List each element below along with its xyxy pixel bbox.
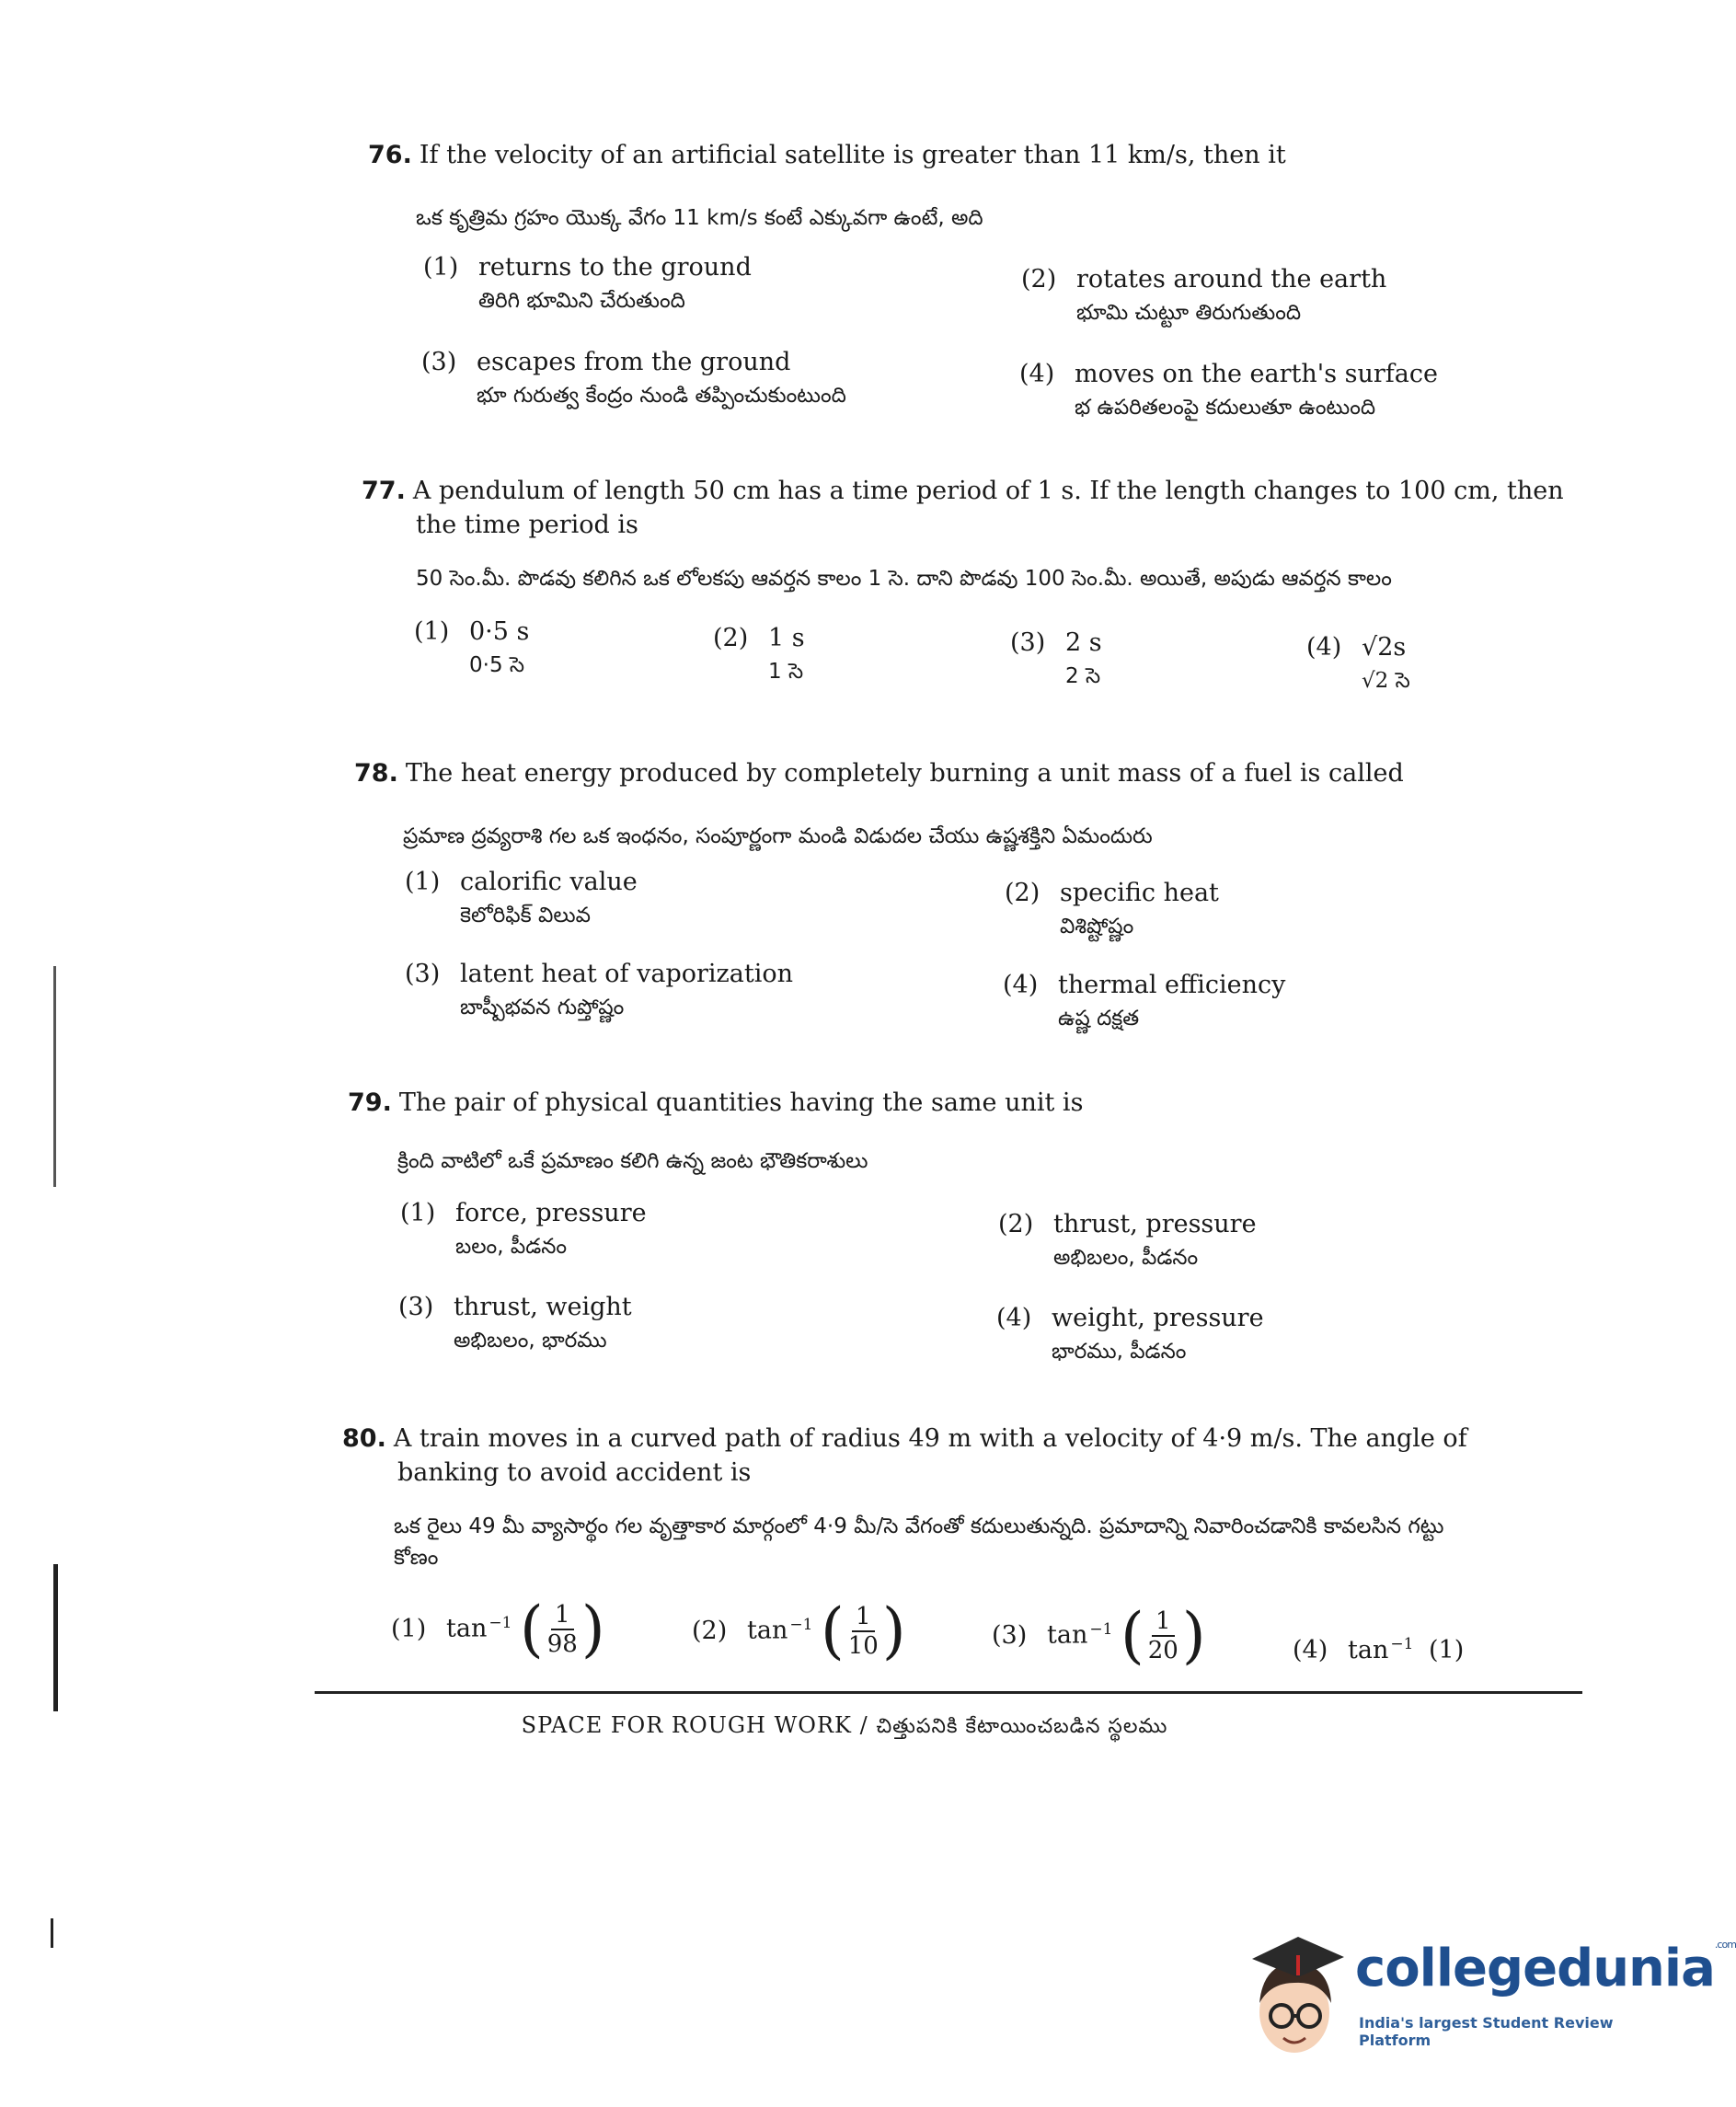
sqrt2-symbol: √2 bbox=[1362, 633, 1394, 662]
q78-option-2[interactable]: (2) specific heat విశిష్టోష్ణం bbox=[1005, 879, 1219, 938]
q80-stem bbox=[342, 1422, 1467, 1456]
q79-option-4[interactable]: (4) weight, pressure భారము, పీడనం bbox=[996, 1304, 1264, 1364]
q80-text-1: A train moves in a curved path of radius 49 m with a velocity of 4·9 m/s. The angle of bbox=[393, 1424, 1467, 1453]
q77-option-3[interactable]: (3) 2 s 2 సె bbox=[1010, 628, 1102, 688]
rough-work-label: SPACE FOR ROUGH WORK / చిత్తుపనికి కేటాయించబడిన స్థలము bbox=[521, 1712, 1168, 1738]
collegedunia-logo bbox=[1247, 1928, 1736, 2066]
q79-option-2[interactable]: (2) thrust, pressure అభిబలం, పీడనం bbox=[998, 1210, 1257, 1270]
q80-telugu-2: కోణం bbox=[394, 1546, 439, 1570]
q77-telugu: 50 సెం.మీ. పొడవు కలిగిన ఒక లోలకపు ఆవర్తన కాలం 1 సె. దాని పొడవు 100 సెం.మీ. అయితే, అపుడు ఆవర్తన కాలం bbox=[416, 567, 1392, 591]
q77-option-2[interactable]: (2) 1 s 1 సె bbox=[713, 624, 805, 684]
q80-option-3[interactable]: (3) tan $^{-1}$ ( 1 20 ) bbox=[992, 1600, 1206, 1671]
q78-telugu: ప్రమాణ ద్రవ్యరాశి గల ఒక ఇంధనం, సంపూర్ణంగా మండి విడుదల చేయు ఉష్ణశక్తిని ఏమందురు bbox=[403, 824, 1153, 848]
fraction: ( 1 20 ) bbox=[1121, 1600, 1206, 1671]
q77-stem bbox=[362, 474, 1564, 509]
scan-mark bbox=[53, 1564, 58, 1711]
q80-option-4[interactable]: (4) tan $^{-1}$ (1) bbox=[1293, 1635, 1465, 1664]
fraction: ( 1 98 ) bbox=[520, 1594, 605, 1664]
q80-telugu-1: ఒక రైలు 49 మీ వ్యాసార్థం గల వృత్తాకార మార్గంలో 4·9 మీ/సె వేగంతో కదులుతున్నది. ప్రమాదాన్ని నివారించడానికి కావలసిన గట్టు bbox=[394, 1514, 1444, 1538]
brand-tagline: India's largest Student Review Platform bbox=[1359, 2014, 1614, 2049]
q77-option-1[interactable]: (1) 0·5 s 0·5 సె bbox=[414, 617, 530, 677]
q78-stem bbox=[354, 756, 1404, 791]
q76-number: 76. bbox=[368, 141, 412, 169]
q79-option-3[interactable]: (3) thrust, weight అభిబలం, భారము bbox=[398, 1293, 632, 1353]
q76-option-4[interactable]: (4) moves on the earth's surface భ ఉపరితలంపై కదులుతూ ఉంటుంది bbox=[1019, 360, 1438, 420]
q76-option-3[interactable]: (3) escapes from the ground భూ గురుత్వ కేంద్రం నుండి తప్పించుకుంటుంది bbox=[421, 348, 846, 408]
brand-name: collegedunia$^{.com}$ bbox=[1355, 1939, 1736, 1998]
divider-rule bbox=[315, 1691, 1582, 1694]
q80-text-2: banking to avoid accident is bbox=[397, 1458, 752, 1487]
q79-number: 79. bbox=[348, 1088, 392, 1117]
q77-option-4[interactable]: (4) √2s √2 సె bbox=[1306, 633, 1410, 693]
q80-option-1[interactable]: (1) tan $^{-1}$ ( 1 98 ) bbox=[391, 1594, 605, 1664]
q76-option-2[interactable]: (2) rotates around the earth భూమి చుట్టూ తిరుగుతుంది bbox=[1021, 265, 1387, 325]
q78-option-3[interactable]: (3) latent heat of vaporization బాష్పీభవన గుప్తోష్ణం bbox=[405, 960, 793, 1019]
q78-text: The heat energy produced by completely burning a unit mass of a fuel is called bbox=[405, 759, 1404, 788]
q80-number: 80. bbox=[342, 1424, 386, 1453]
scan-mark bbox=[51, 1918, 53, 1948]
q78-number: 78. bbox=[354, 759, 398, 788]
q79-option-1[interactable]: (1) force, pressure బలం, పీడనం bbox=[400, 1199, 647, 1259]
q79-stem bbox=[348, 1086, 1083, 1121]
q77-number: 77. bbox=[362, 477, 406, 505]
q77-text-1: A pendulum of length 50 cm has a time period of 1 s. If the length changes to 100 cm, then bbox=[412, 477, 1564, 505]
q79-telugu: క్రింది వాటిలో ఒకే ప్రమాణం కలిగి ఉన్న జంట భౌతికరాశులు bbox=[397, 1149, 868, 1173]
q78-option-1[interactable]: (1) calorific value కెలోరిఫిక్ విలువ bbox=[405, 868, 638, 927]
q77-text-2: the time period is bbox=[416, 511, 638, 539]
fraction: ( 1 10 ) bbox=[821, 1595, 906, 1666]
q76-stem bbox=[368, 138, 1286, 173]
q76-option-1[interactable]: (1) returns to the ground తిరిగి భూమిని చేరుతుంది bbox=[423, 253, 752, 313]
q76-text: If the velocity of an artificial satellite is greater than 11 km/s, then it bbox=[419, 141, 1286, 169]
q80-option-2[interactable]: (2) tan $^{-1}$ ( 1 10 ) bbox=[692, 1595, 906, 1666]
scan-mark bbox=[53, 966, 56, 1187]
q79-text: The pair of physical quantities having the same unit is bbox=[398, 1088, 1084, 1117]
student-mascot-icon bbox=[1247, 1928, 1348, 2066]
q78-option-4[interactable]: (4) thermal efficiency ఉష్ణ దక్షత bbox=[1003, 971, 1286, 1030]
q76-telugu: ఒక కృత్రిమ గ్రహం యొక్క వేగం 11 km/s కంటే ఎక్కువగా ఉంటే, అది bbox=[416, 206, 983, 230]
